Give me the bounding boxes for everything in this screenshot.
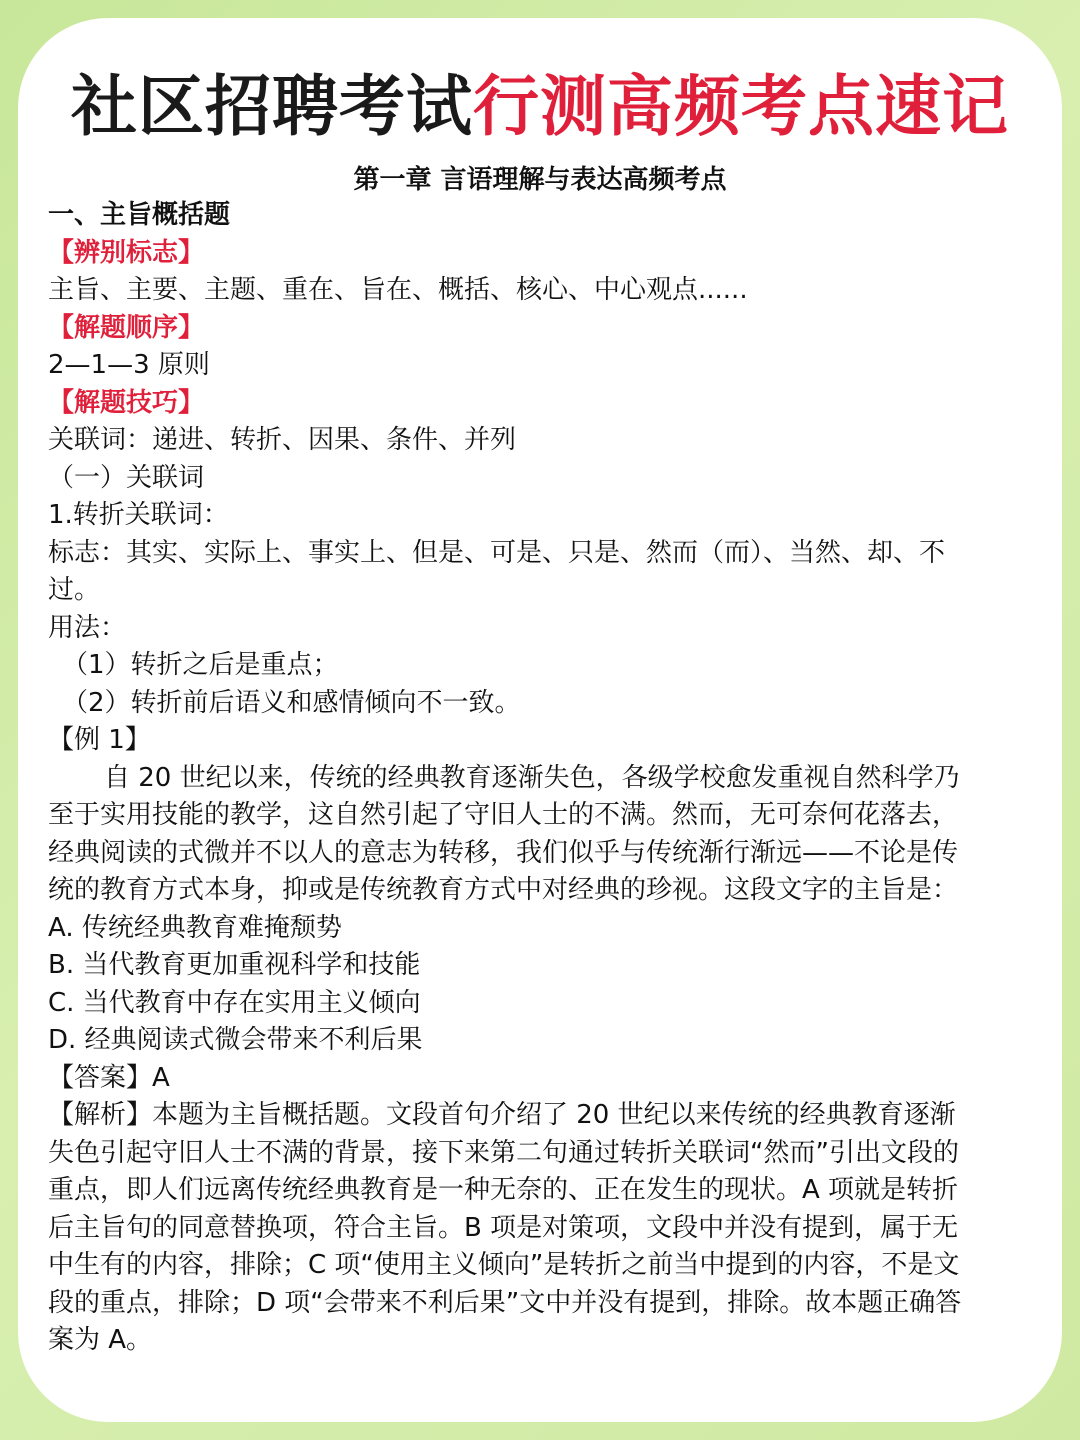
title-red-part: 行测高频考点速记 [473,68,1009,145]
analysis-line-3: 重点，即人们远离传统经典教育是一种无奈的、正在发生的现状。A 项就是转折 [48,1175,959,1205]
page-title [0,62,1080,152]
subsection-heading: （一）关联词 [48,462,205,493]
tag-order-text: 2—1—3 原则 [48,350,210,380]
analysis-line-5: 中生有的内容，排除；C 项“使用主义倾向”是转折之前当中提到的内容，不是文 [48,1250,960,1280]
analysis-line-7: 案为 A。 [48,1325,153,1355]
analysis-line-1: 【解析】本题为主旨概括题。文段首句介绍了 20 世纪以来传统的经典教育逐渐 [48,1100,956,1130]
question-line-2: 至于实用技能的教学，这自然引起了守旧人士的不满。然而，无可奈何花落去， [48,800,959,830]
answer-line: 【答案】A [48,1062,170,1093]
sign-line-2: 过。 [48,575,101,605]
example-label: 【例 1】 [48,725,151,755]
tag-skill: 【解题技巧】 [48,387,205,418]
tag-order: 【解题顺序】 [48,312,205,343]
option-b: B. 当代教育更加重视科学和技能 [48,950,421,980]
option-a: A. 传统经典教育难掩颓势 [48,912,342,943]
analysis-line-2: 失色引起守旧人士不满的背景，接下来第二句通过转折关联词“然而”引出文段的 [48,1137,959,1168]
subsection-item: 1.转折关联词： [48,500,229,530]
tag-skill-text: 关联词：递进、转折、因果、条件、并列 [48,425,517,455]
usage-item-1: （1）转折之后是重点； [62,650,339,680]
analysis-line-4: 后主旨句的同意替换项，符合主旨。B 项是对策项，文段中并没有提到，属于无 [48,1212,959,1243]
analysis-line-6: 段的重点，排除；D 项“会带来不利后果”文中并没有提到，排除。故本题正确答 [48,1287,962,1318]
article-body [48,197,1043,1360]
tag-identify-text: 主旨、主要、主题、重在、旨在、概括、核心、中心观点...... [48,275,748,305]
title-black-part: 社区招聘考试 [71,68,473,145]
section-heading: 一、主旨概括题 [48,200,231,230]
question-line-3: 经典阅读的式微并不以人的意志为转移，我们似乎与传统渐行渐远——不论是传 [48,837,959,868]
option-d: D. 经典阅读式微会带来不利后果 [48,1025,423,1055]
sign-line-1: 标志：其实、实际上、事实上、但是、可是、只是、然而（而）、当然、却、不 [48,537,946,568]
usage-label: 用法： [48,612,127,643]
chapter-heading: 第一章 言语理解与表达高频考点 [353,165,727,195]
usage-item-2: （2）转折前后语义和感情倾向不一致。 [62,687,521,718]
option-c: C. 当代教育中存在实用主义倾向 [48,987,421,1018]
question-line-4: 统的教育方式本身，抑或是传统教育方式中对经典的珍视。这段文字的主旨是： [48,875,959,905]
tag-identify: 【辨别标志】 [48,237,205,268]
question-line-1: 自 20 世纪以来，传统的经典教育逐渐失色，各级学校愈发重视自然科学乃 [104,762,960,793]
